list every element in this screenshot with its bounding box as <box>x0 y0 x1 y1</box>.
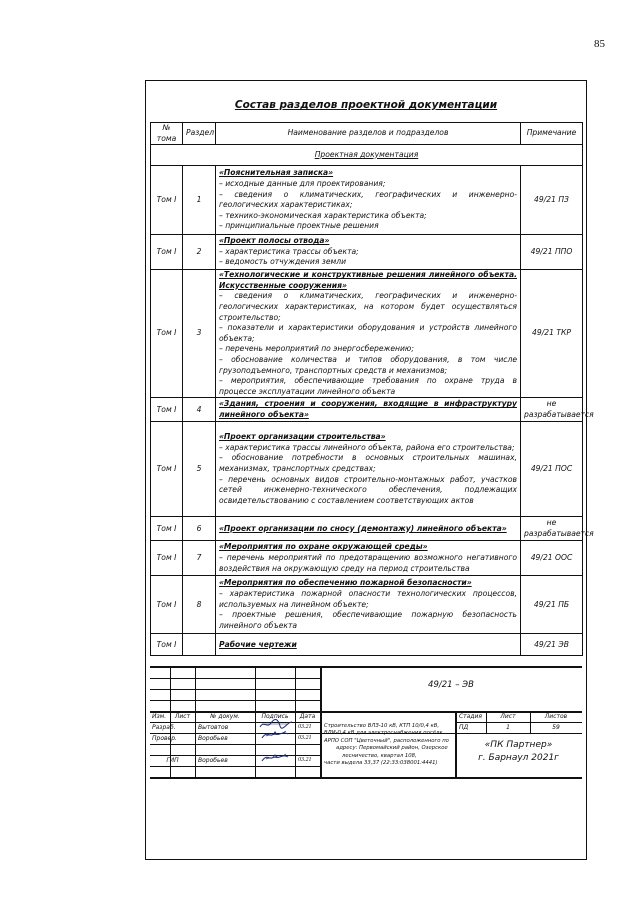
date-gip: 03.21 <box>298 757 312 763</box>
row-section: 7 <box>183 541 216 576</box>
row-title: Рабочие чертежи <box>219 639 297 649</box>
row-section: 3 <box>183 270 216 398</box>
row-note: 49/21 ООС <box>521 541 583 576</box>
signature-gip-icon <box>260 751 292 764</box>
row-note: 49/21 ПОС <box>521 422 583 517</box>
project-description: Строительство ВЛЗ-10 кВ, КТП 10/0,4 кВ, ВЛИ-0,4 кВ для электроснабжения посёлк АРПО СОП "Цветочный", расположенного по адресу: Первомайский район, Озерское лесничество, квартал 108, части выдела 33,37 (22:33:038001:4441) <box>324 723 449 767</box>
row-name <box>216 398 521 422</box>
table-row <box>151 235 583 270</box>
row-item: – обоснование количества и типов оборудования, в том числе грузоподъемного, транспортных средств и механизмов; <box>219 354 517 375</box>
header-sheet: Лист <box>174 713 191 720</box>
row-volume: Том I <box>151 422 183 517</box>
row-volume: Том I <box>151 576 183 634</box>
name-checker: Воробьев <box>198 735 228 742</box>
table-row <box>151 541 583 576</box>
row-volume: Том I <box>151 398 183 422</box>
row-item: – обоснование потребности в основных строительных машинах, механизмах, транспортных средствах; <box>219 453 517 474</box>
col-name-header: Наименование разделов и подразделов <box>216 123 521 145</box>
row-note: не разрабатывается <box>521 398 583 422</box>
col-section-header: Раздел <box>183 123 216 145</box>
sections-table <box>150 122 594 656</box>
company-name: «ПК Партнер» <box>484 740 553 750</box>
row-volume: Том I <box>151 270 183 398</box>
row-note: 49/21 ТКР <box>521 270 583 398</box>
table-row <box>151 517 583 541</box>
row-note: 49/21 ЭВ <box>521 634 583 656</box>
role-checker: Провер. <box>152 735 177 742</box>
row-item: – принципиальные проектные решения <box>219 221 379 231</box>
row-volume: Том I <box>151 541 183 576</box>
header-date: Дата <box>299 713 316 720</box>
header-change: Изм. <box>152 713 167 720</box>
row-item: – перечень основных видов строительно-монтажных работ, участков сетей инженерно-технического обеспечения, подлежащих освидетельствованию с составлением соответствующих актов <box>219 474 517 505</box>
signature-checker-icon <box>260 728 292 741</box>
company-city-year: г. Барнаул 2021г <box>478 753 559 763</box>
sheets-label: Листов <box>544 713 568 720</box>
row-item: – перечень мероприятий по энергосбережению; <box>219 344 414 354</box>
row-item: – характеристика трассы объекта; <box>219 246 359 256</box>
row-title: «Пояснительная записка» <box>219 168 334 178</box>
sheets-value: 59 <box>552 724 560 731</box>
group-row <box>151 145 583 166</box>
row-section: 2 <box>183 235 216 270</box>
row-item: – перечень мероприятий по предотвращению возможного негативного воздействия на окружающую среду на период строительства <box>219 553 517 573</box>
row-item: – показатели и характеристики оборудования и устройств линейного объекта; <box>219 323 517 343</box>
col-note-header: Примечание <box>521 123 583 145</box>
header-doc: № докум. <box>210 713 240 720</box>
stage-value: ПД <box>459 724 469 731</box>
row-title: «Мероприятия по обеспечению пожарной безопасности» <box>219 578 472 588</box>
role-developer: Разраб. <box>152 724 176 731</box>
table-header-row <box>151 123 583 145</box>
group-title: Проектная документация <box>151 145 583 166</box>
row-item: – сведения о климатических, географических и инженерно-геологических характеристиках, на котором будет осуществляться строительство; <box>219 291 517 322</box>
row-title: «Мероприятия по охране окружающей среды» <box>219 542 428 552</box>
row-item: – сведения о климатических, географических и инженерно-геологических характеристиках; <box>219 189 517 210</box>
name-developer: Вытовтов <box>198 724 229 731</box>
project-code: 49/21 – ЭВ <box>428 680 474 690</box>
date-developer: 03.21 <box>298 724 312 730</box>
name-gip: Воробьев <box>198 757 228 764</box>
row-section: 1 <box>183 166 216 235</box>
row-note: 49/21 ПЗ <box>521 166 583 235</box>
row-volume: Том I <box>151 235 183 270</box>
row-section: 4 <box>183 398 216 422</box>
row-title: «Проект организации по сносу (демонтажу) линейного объекта» <box>219 523 507 533</box>
row-item: – мероприятия, обеспечивающие требования по охране труда в процессе эксплуатации линейного объекта <box>219 376 517 396</box>
role-gip: ГИП <box>166 757 179 764</box>
row-name <box>216 235 521 270</box>
row-title: «Проект организации строительства» <box>219 432 386 442</box>
row-name <box>216 576 521 634</box>
col-volume-header: № тома <box>151 123 183 145</box>
row-name <box>216 166 521 235</box>
title-block <box>150 666 582 845</box>
sheet-label: Лист <box>500 713 516 720</box>
header-sign: Подпись <box>261 713 289 720</box>
row-item: – проектные решения, обеспечивающие пожарную безопасность линейного объекта <box>219 610 517 630</box>
stage-label: Стадия <box>458 713 483 720</box>
row-volume: Том I <box>151 634 183 656</box>
row-section: 6 <box>183 517 216 541</box>
document-title: Состав разделов проектной документации <box>234 99 498 111</box>
row-note: не разрабатывается <box>521 517 583 541</box>
table-row <box>151 422 583 517</box>
row-section <box>183 634 216 656</box>
table-row <box>151 398 583 422</box>
row-volume: Том I <box>151 517 183 541</box>
row-title: «Проект полосы отвода» <box>219 236 330 246</box>
row-name <box>216 422 521 517</box>
page-number: 85 <box>594 38 605 50</box>
row-volume: Том I <box>151 166 183 235</box>
table-row <box>151 270 583 398</box>
table-row <box>151 166 583 235</box>
row-name <box>216 270 521 398</box>
row-item: – технико-экономическая характеристика объекта; <box>219 210 427 220</box>
table-row <box>151 576 583 634</box>
row-item: – характеристика пожарной опасности технологических процессов, используемых на линейном объекте; <box>219 588 517 609</box>
row-note: 49/21 ПБ <box>521 576 583 634</box>
row-title: «Технологические и конструктивные решения линейного объекта. Искусственные сооружения» <box>219 270 517 290</box>
row-name <box>216 634 521 656</box>
sheet-value: 1 <box>506 724 510 731</box>
row-item: – исходные данные для проектирования; <box>219 179 386 188</box>
row-title: «Здания, строения и сооружения, входящие в инфраструктуру линейного объекта» <box>219 399 517 419</box>
drawing-frame <box>145 80 594 860</box>
row-item: – ведомость отчуждения земли <box>219 257 347 267</box>
row-section: 5 <box>183 422 216 517</box>
table-row <box>151 634 583 656</box>
row-section: 8 <box>183 576 216 634</box>
row-name <box>216 517 521 541</box>
row-name <box>216 541 521 576</box>
date-checker: 03.21 <box>298 735 312 741</box>
row-note: 49/21 ППО <box>521 235 583 270</box>
row-item: – характеристика трассы линейного объекта, района его строительства; <box>219 442 515 452</box>
